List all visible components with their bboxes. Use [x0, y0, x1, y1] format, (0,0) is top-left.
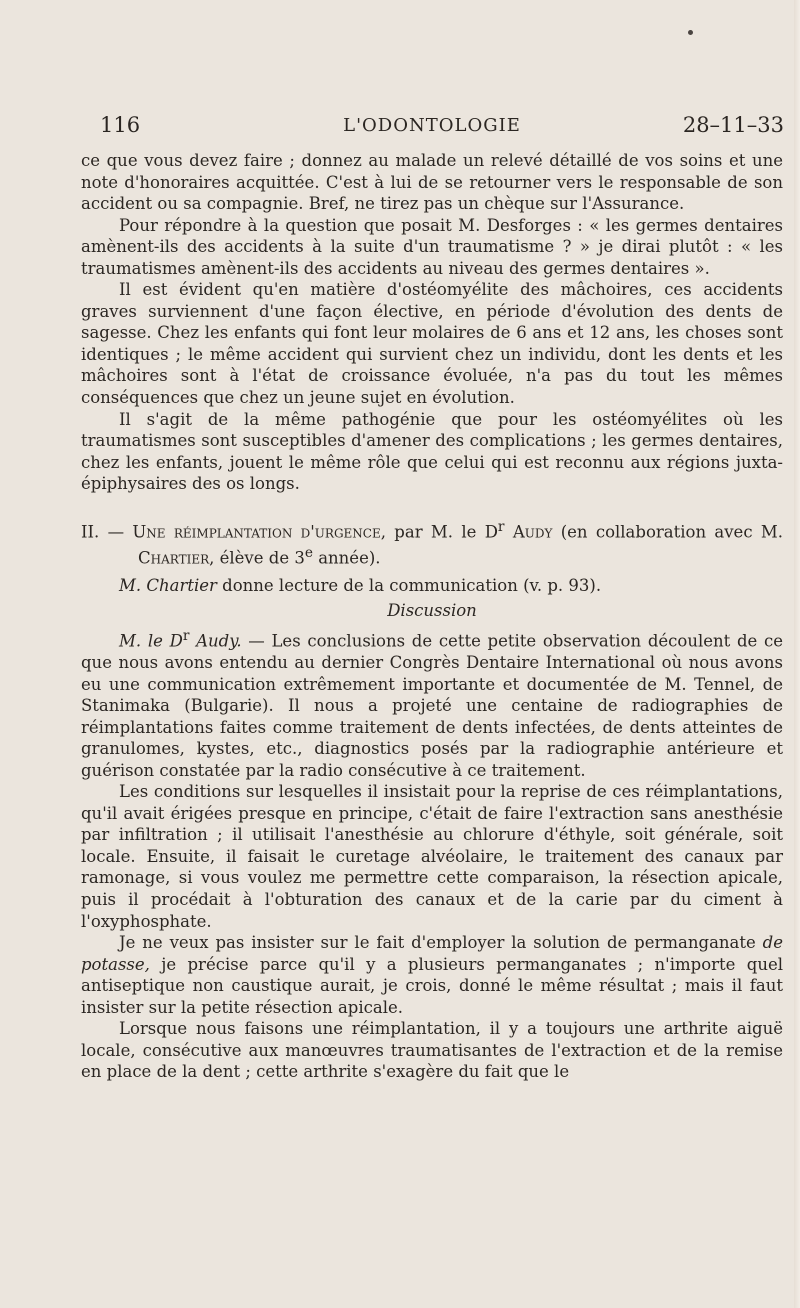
section-by: , par M. le D	[380, 522, 498, 542]
section-title: Une réimplantation d'urgence	[132, 522, 381, 542]
reading-line	[81, 575, 783, 597]
section-collab-end: année).	[312, 548, 381, 568]
paragraph-7-a: Je ne veux pas insister sur le fait d'employer la solution de permanganate	[119, 933, 763, 953]
speaker-prefix: M. le D	[119, 631, 183, 651]
section-collab-name: Chartier	[138, 548, 210, 568]
section-collab-post: , élève de 3	[209, 548, 305, 568]
journal-title: L'ODONTOLOGIE	[343, 115, 521, 136]
section-by-sup: r	[497, 518, 505, 535]
section-number: II. —	[81, 522, 133, 542]
paragraph-7-b: je précise parce qu'il y a plusieurs permanganates ; n'importe quel antiseptique non caustique aurait, je crois, donné le même résultat ; mais il faut insister sur la petite résection apicale.	[81, 954, 783, 1017]
paragraph-1: ce que vous devez faire ; donnez au malade un relevé détaillé de vos soins et une note d'honoraires acquittée. C'est à lui de se retourner vers le responsable de son accident ou sa compagnie. Bref, ne tirez pas un chèque sur l'Assurance.	[81, 151, 783, 214]
issue-date: 28–11–33	[682, 113, 784, 137]
paragraph-7-em: de potasse,	[81, 933, 783, 974]
paragraph-6: Les conditions sur lesquelles il insistait pour la reprise de ces réimplantations, qu'il avait érigées presque en principe, c'était de faire l'extraction sans anesthésie par infiltration ; il utilisait l'anesthésie au chlorure d'éthyle, soit générale, soit locale. Ensuite, il faisait le curetage alvéolaire, le traitement des canaux par ramonage, si vous voulez me permettre cette comparaison, la résection apicale, puis il procédait à l'obturation des canaux et de la carie par du ciment à l'oxyphosphate.	[81, 782, 783, 931]
section-collab-pre: (en collaboration avec M.	[552, 522, 784, 542]
speaker-name: Audy.	[189, 631, 242, 651]
discussion-heading: Discussion	[387, 601, 477, 621]
paragraph-8: Lorsque nous faisons une réimplantation, il y a toujours une arthrite aiguë locale, consécutive aux manœuvres traumatisantes de l'extraction et de la remise en place de la dent ; cette arthrite s'exagère du fait que le	[81, 1019, 783, 1082]
scan-speck	[688, 30, 693, 35]
article-body	[81, 150, 783, 1083]
running-header	[80, 113, 784, 143]
section-year-sup: e	[304, 544, 313, 561]
paragraph-5	[81, 626, 783, 781]
paragraph-7	[81, 932, 783, 1018]
speaker-sup: r	[182, 627, 190, 644]
paragraph-2: Pour répondre à la question que posait M. Desforges : « les germes dentaires amènent-ils des accidents à la suite d'un traumatisme ? » je dirai plutôt : « les traumatismes amènent-ils des accidents au niveau des germes dentaires ».	[81, 215, 783, 278]
section-heading	[81, 517, 783, 569]
reading-name: M. Chartier	[119, 575, 217, 595]
section-spacer	[81, 495, 783, 517]
reading-text: donne lecture de la communication (v. p. 93).	[216, 575, 602, 595]
paragraph-5-text: — Les conclusions de cette petite observation découlent de ce que nous avons entendu au dernier Congrès Dentaire International où nous avons eu une communication extrêmement importante et documentée de M. Tennel, de Stanimaka (Bulgarie). Il nous a projeté une centaine de radiographies de réimplantations faites comme traitement de dents infectées, de dents atteintes de granulomes, kystes, etc., diagnostics posés par la radiographie antérieure et guérison constatée par la radio consécutive à ce traitement.	[81, 631, 783, 780]
page-edge	[794, 0, 800, 1308]
page-number: 116	[100, 113, 141, 137]
paragraph-3: Il est évident qu'en matière d'ostéomyélite des mâchoires, ces accidents graves surviennent d'une façon élective, en période d'évolution des dents de sagesse. Chez les enfants qui font leur molaires de 6 ans et 12 ans, les choses sont identiques ; le même accident qui survient chez un individu, dont les dents et les mâchoires sont à l'état de croissance évoluée, n'a pas du tout les mêmes conséquences que chez un jeune sujet en évolution.	[81, 280, 783, 408]
section-author: Audy	[512, 522, 553, 542]
paragraph-4: Il s'agit de la même pathogénie que pour les ostéomyélites où les traumatismes sont susceptibles d'amener des complications ; les germes dentaires, chez les enfants, jouent le même rôle que celui qui est reconnu aux régions juxta-épiphysaires des os longs.	[81, 409, 783, 494]
